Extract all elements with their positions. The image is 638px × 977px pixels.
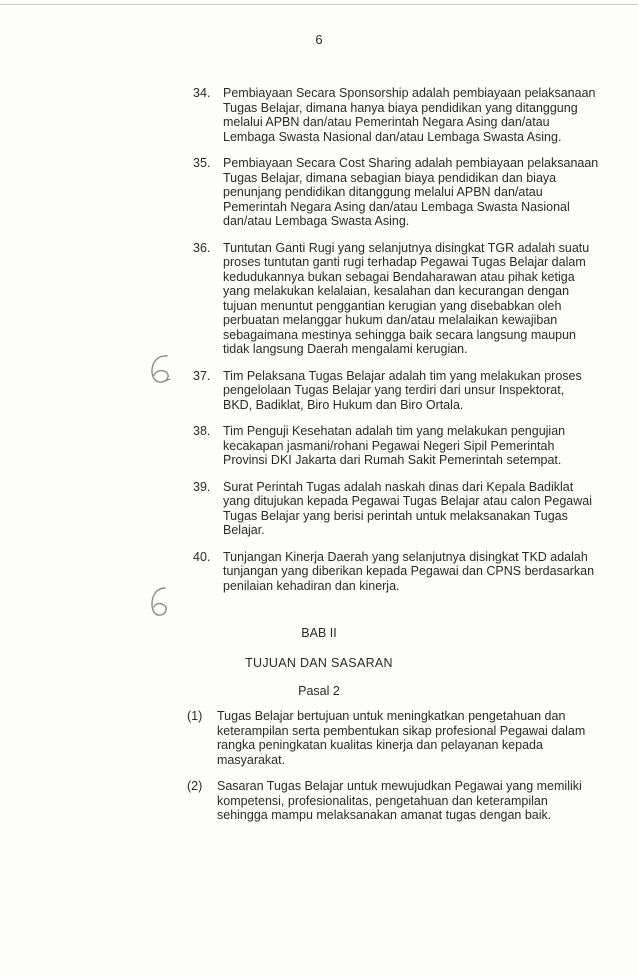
definition-item — [193, 86, 603, 144]
clause-number: (2) — [187, 779, 203, 793]
definition-text: Tim Pelaksana Tugas Belajar adalah tim yang melakukan proses pengelolaan Tugas Belajar yang terdiri dari unsur Inspektorat, BKD, Badiklat, Biro Hukum dan Biro Ortala. — [223, 368, 582, 412]
clauses-list — [187, 709, 603, 835]
definitions-list — [193, 86, 603, 605]
definition-item — [193, 424, 603, 468]
definition-number: 34. — [193, 86, 211, 100]
definition-number: 39. — [193, 479, 211, 494]
scan-edge-line — [0, 4, 638, 5]
definition-item — [193, 241, 603, 357]
page-number: 6 — [315, 32, 323, 47]
definition-number: 38. — [193, 424, 211, 438]
handwritten-six-icon — [148, 585, 172, 619]
clause-item — [187, 779, 603, 823]
definition-text: Surat Perintah Tugas adalah naskah dinas dari Kepala Badiklat yang ditujukan kepada Pegawai Tugas Belajar atau calon Pegawai Tugas Belajar yang berisi perintah untuk melaksanakan Tugas Belajar. — [223, 479, 593, 537]
clause-text: Tugas Belajar bertujuan untuk meningkatkan pengetahuan dan keterampilan serta pembentukan sikap profesional Pegawai dalam rangka peningkatan kualitas kinerja dan pelayanan kepada masyarakat. — [217, 709, 586, 767]
chapter-title: TUJUAN DAN SASARAN — [245, 656, 393, 670]
definition-number: 40. — [193, 549, 211, 564]
article-label: Pasal 2 — [298, 684, 340, 698]
definition-number: 35. — [193, 156, 211, 170]
definition-number: 37. — [193, 368, 211, 383]
definition-number: 36. — [193, 240, 211, 255]
definition-text: Pembiayaan Secara Cost Sharing adalah pembiayaan pelaksanaan Tugas Belajar, dimana sebagian biaya pendidikan dan biaya penunjang pendidikan ditanggung melalui APBN dan/atau Pemerintah Negara Asing dan/atau Lembaga Swasta Nasional dan/atau Lembaga Swasta Asing. — [223, 156, 599, 228]
definition-text: Tim Penguji Kesehatan adalah tim yang melakukan pengujian kecakapan jasmani/rohani Pegawai Negeri Sipil Pemerintah Provinsi DKI Jakarta dari Rumah Sakit Pemerintah setempat. — [223, 424, 566, 467]
clause-item — [187, 709, 603, 767]
definition-item — [193, 369, 603, 413]
definition-item — [193, 550, 603, 594]
clause-text: Sasaran Tugas Belajar untuk mewujudkan Pegawai yang memiliki kompetensi, profesionalitas, pengetahuan dan keterampilan sehingga mampu melaksanakan amanat tugas dengan baik. — [217, 779, 582, 822]
chapter-label: BAB II — [301, 626, 337, 640]
definition-item — [193, 480, 603, 538]
clause-number: (1) — [187, 709, 203, 723]
handwritten-six-icon — [148, 352, 174, 386]
definition-text: Tunjangan Kinerja Daerah yang selanjutnya disingkat TKD adalah tunjangan yang diberikan kepada Pegawai dan CPNS berdasarkan penilaian kehadiran dan kinerja. — [223, 549, 595, 593]
definition-item — [193, 156, 603, 229]
definition-text: Pembiayaan Secara Sponsorship adalah pembiayaan pelaksanaan Tugas Belajar, dimana hanya biaya pendidikan yang ditanggung melalui APBN dan/atau Pemerintah Negara Asing dan/atau Lembaga Swasta Nasional dan/atau Lembaga Swasta Asing. — [223, 86, 596, 144]
definition-text: Tuntutan Ganti Rugi yang selanjutnya disingkat TGR adalah suatu proses tuntutan ganti rugi terhadap Pegawai Tugas Belajar dalam kedudukannya bukan sebagai Bendaharawan atau pihak ketiga yang melakukan kelalaian, kesalahan dan kecurangan dengan tujuan menuntut penggantian kerugian yang disebabkan oleh perbuatan melanggar hukum dan/atau melalaikan kewajiban sebagaimana mestinya sehingga baik secara langsung maupun tidak langsung Daerah mengalami kerugian. — [223, 240, 590, 356]
